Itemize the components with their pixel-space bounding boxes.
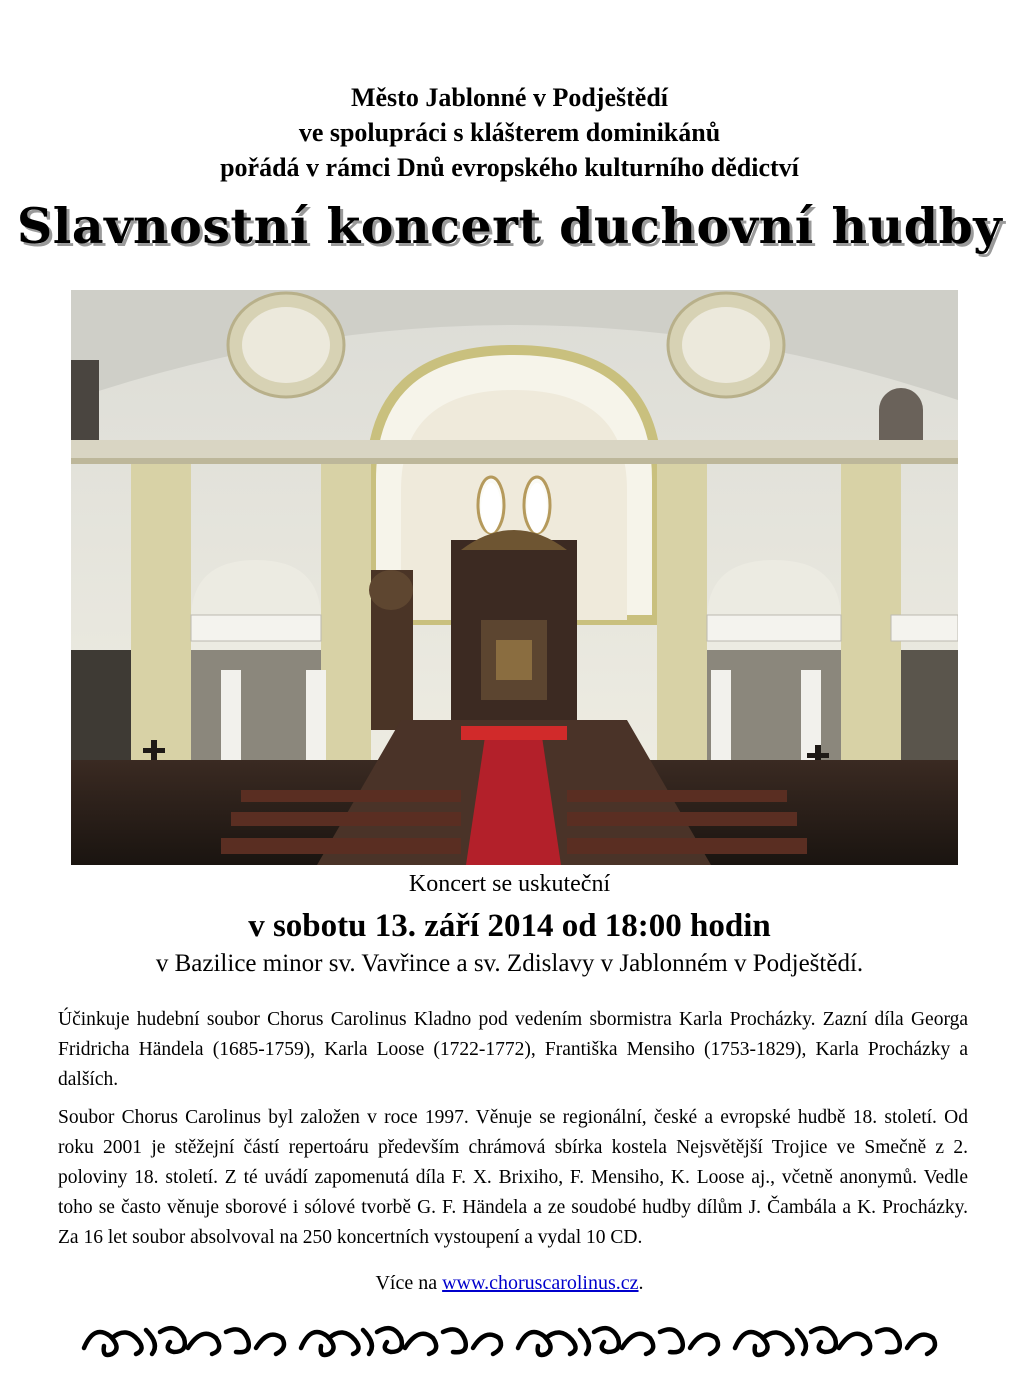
occasion-line: pořádá v rámci Dnů evropského kulturního dědictví [220, 153, 799, 182]
concert-intro: Koncert se uskuteční [408, 871, 611, 897]
decorative-border [76, 1318, 946, 1362]
organizer-line: Město Jablonné v Podještědí [350, 83, 669, 112]
concert-date: v sobotu 13. září 2014 od 18:00 hodin [248, 908, 771, 944]
performers-paragraph: Účinkuje hudební soubor Chorus Carolinus Kladno pod vedením sbormistra Karla Procházky. Zazní díla Georga Fridricha Händela (1685-1759), Karla Loose (1722-1772), Františka Mensiho (1753-1829), Karla Procházky a dalších. [58, 1009, 968, 1090]
cooperation-line: ve spolupráci s klášterem dominikánů [298, 118, 721, 147]
concert-venue: v Bazilice minor sv. Vavřince a sv. Zdislavy v Jablonném v Podještědí. [155, 950, 864, 977]
website-link[interactable]: www.choruscarolinus.cz [442, 1272, 639, 1294]
poster-title: Slavnostní koncert duchovní hudby [16, 197, 1003, 255]
more-prefix: Více na [375, 1272, 443, 1294]
ensemble-paragraph: Soubor Chorus Carolinus byl založen v roce 1997. Věnuje se regionální, české a evropské hudbě 18. století. Od roku 2001 je stěžejní částí repertoáru především chrámová sbírka kostela Nejsvětější Trojice ve Smečně z 2. poloviny 18. století. Z té uvádí zapomenutá díla F. X. Brixiho, F. Mensiho, K. Loose aj., včetně anonymů. Vedle toho se často věnuje sborové i sólové tvorbě G. F. Händela a ze soudobé hudby dílům J. Čambála a K. Procházky. Za 16 let soubor absolvoval na 250 koncertních vystoupení a vydal 10 CD. [58, 1107, 968, 1248]
more-suffix: . [638, 1272, 644, 1294]
church-interior-photo [71, 290, 958, 865]
more-info-line [0, 1268, 1019, 1298]
ornament-icon [76, 1318, 946, 1362]
